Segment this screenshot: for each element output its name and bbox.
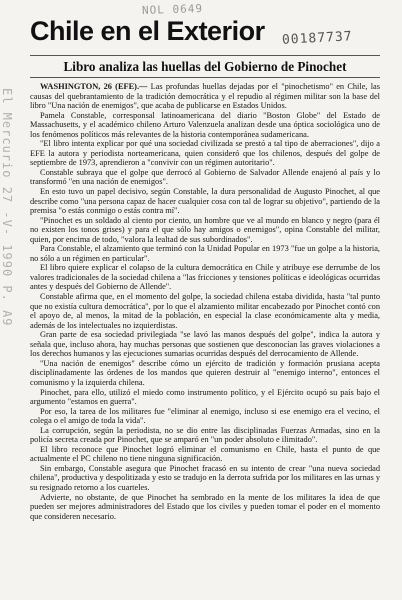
archive-annotation-top: NOL 0649 <box>141 1 204 18</box>
article-paragraph: Por eso, la tarea de los militares fue "eliminar al enemigo, incluso si ese enemigo era el vecino, el colega o el amigo de toda la vida". <box>30 406 380 426</box>
article-paragraph: WASHINGTON, 26 (EFE).— Las profundas huellas dejadas por el "pinochetismo" en Chile, las causas del quebrantamiento de la tradición democrática y el repudio al régimen militar son la base del libro "Una nación de enemigos", que acaba de publicarse en Estados Unidos. <box>30 82 380 111</box>
article-paragraph: En esto tuvo un papel decisivo, según Constable, la dura personalidad de Augusto Pinochet, al que describe como "una persona capaz de hacer cualquier cosa con tal de lograr su objetivo", partiendo de la premisa "o estás conmigo o estás contra mí". <box>30 187 380 216</box>
section-rule <box>30 55 380 56</box>
article-paragraph: "El libro intenta explicar por qué una sociedad civilizada se prestó a tal tipo de aberraciones", dijo a EFE la autora y periodista norteamericana, quien consideró que los chilenos, después del golpe de septiembre de 1973, aprendieron a "convivir con un régimen autoritario". <box>30 139 380 168</box>
article-paragraph: Sin embargo, Constable asegura que Pinochet fracasó en su intento de crear "una nueva sociedad chilena", productiva y despolitizada y esto se tradujo en la derrota sufrida por los militares en las urnas y su resignado retorno a los cuarteles. <box>30 463 380 492</box>
article-paragraph: Constable subraya que el golpe que derrocó al Gobierno de Salvador Allende enajenó al país y lo transformó "en una nación de enemigos". <box>30 167 380 187</box>
article-paragraph: "Pinochet es un soldado al ciento por ciento, un hombre que ve al mundo en blanco y negro (para él no existen los tonos grises) y para el que sólo hay amigos o enemigos", opina Constable del militar, quien, por encima de todo, "valora la lealtad de sus subordinados". <box>30 215 380 244</box>
article-paragraph: Advierte, no obstante, de que Pinochet ha sembrado en la mente de los militares la idea de que pueden ser mejores administradores del Estado que los civiles y pueden tomar el poder en el momento que consideren necesario. <box>30 492 380 521</box>
article-paragraph: Gran parte de esa sociedad privilegiada "se lavó las manos después del golpe", indica la autora y señala que, incluso ahora, hay muchas personas que sostienen que desconocían las graves violaciones a los derechos humanos y las ejecuciones sumarias ocurridas después del derrocamiento de Allende. <box>30 330 380 359</box>
article-paragraph: El libro reconoce que Pinochet logró eliminar el comunismo en Chile, hasta el punto de que actualmente el PC chileno no tiene ninguna significación. <box>30 444 380 464</box>
headline: Libro analiza las huellas del Gobierno de Pinochet <box>63 59 347 74</box>
article-paragraph: Constable afirma que, en el momento del golpe, la sociedad chilena estaba dividida, hasta "tal punto que no existía cultura democrática", por lo que el alzamiento militar encabezado por Pinochet contó con el apoyo de, al menos, la mitad de la población, en especial la clase económicamente alta y media, además de los intelectuales no izquierdistas. <box>30 292 380 330</box>
article-paragraph: La corrupción, según la periodista, no se dio entre las disciplinadas Fuerzas Armadas, sino en la policía secreta creada por Pinochet, que se amparó en "un poder absoluto e ilimitado". <box>30 425 380 445</box>
headline-rule <box>30 77 380 78</box>
article-paragraph: Pinochet, para ello, utilizó el miedo como instrumento político, y el Ejército ocupó su país bajo el argumento "estamos en guerra". <box>30 387 380 407</box>
section-title: Chile en el Exterior <box>30 16 265 46</box>
article-paragraph: Para Constable, el alzamiento que terminó con la Unidad Popular en 1973 "fue un golpe a la historia, no sólo a un régimen en particular". <box>30 244 380 263</box>
article-paragraph: Pamela Constable, corresponsal latinoamericana del diario "Boston Globe" del Estado de Massachusetts, y el académico chileno Arturo Valenzuela analizan desde una óptica sociológica uno de los fenómenos políticos más relevantes de la historia contemporánea sudamericana. <box>30 110 380 139</box>
archive-annotation-number: 00187737 <box>281 29 353 48</box>
article-paragraph: El libro quiere explicar el colapso de la cultura democrática en Chile y atribuye ese derrumbe de los valores tradicionales de la sociedad chilena a "las fricciones y tensiones políticas e ideológicas ocurridas antes y después del Gobierno de Allende". <box>30 263 380 292</box>
dateline: WASHINGTON, 26 (EFE).— <box>40 82 148 91</box>
archive-annotation-side: El Mercurio 27 -V- 1990 P. A9 <box>0 88 14 327</box>
article-paragraph: "Una nación de enemigos" describe cómo un ejército de tradición y formación prusiana acepta disciplinadamente las órdenes de los mandos que quieren destruir al "enemigo interno", entonces el comunismo y la izquierda chilena. <box>30 358 380 387</box>
article-body <box>30 82 380 597</box>
